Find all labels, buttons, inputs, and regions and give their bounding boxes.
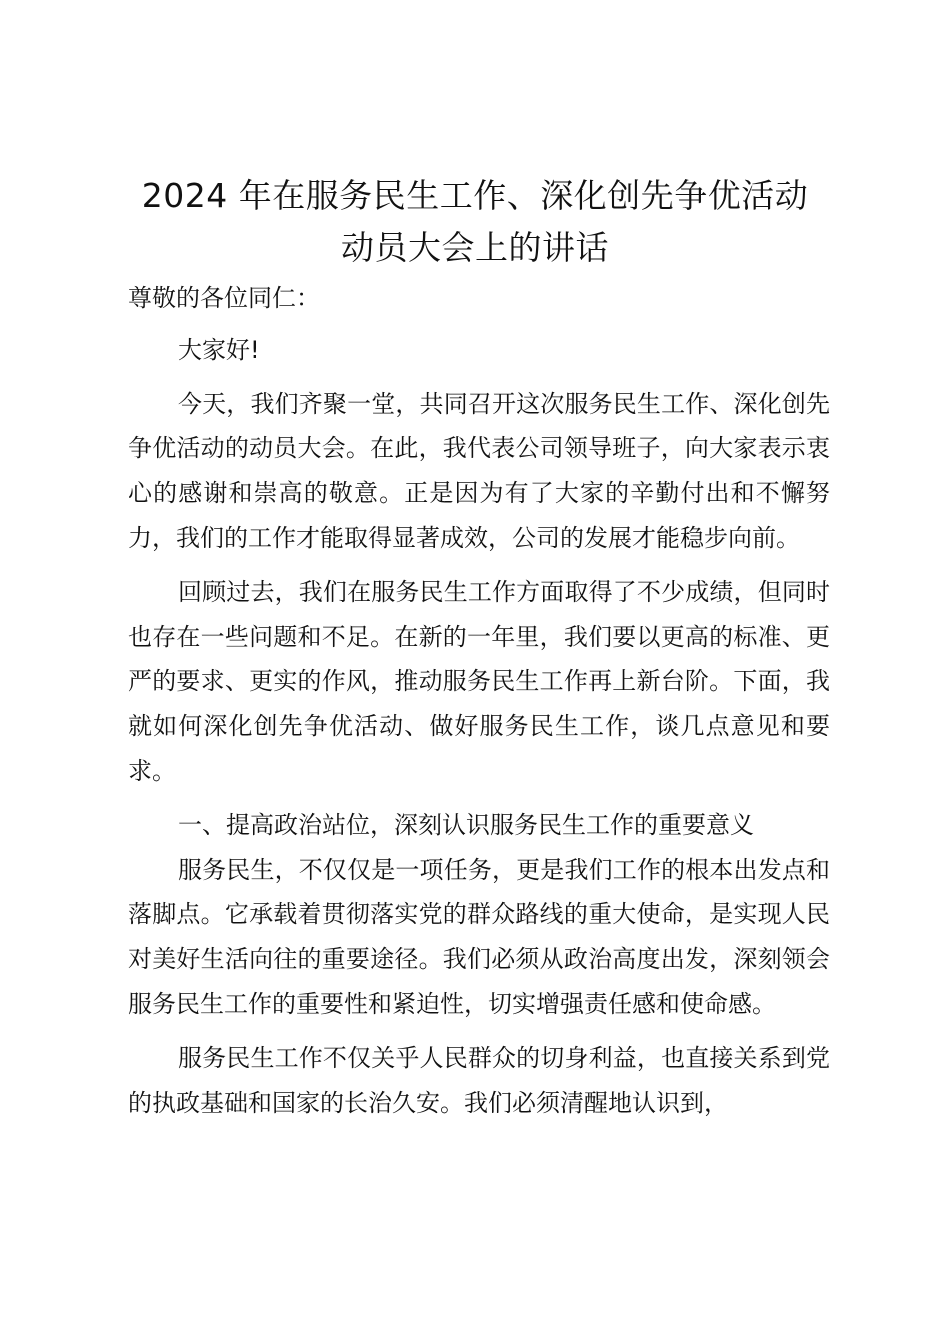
document-body — [128, 276, 830, 1125]
document-title-line-2: 动员大会上的讲话 — [341, 228, 609, 267]
paragraph-opening: 今天，我们齐聚一堂，共同召开这次服务民生工作、深化创先争优活动的动员大会。在此，我代表公司领导班子，向大家表示衷心的感谢和崇高的敬意。正是因为有了大家的辛勤付出和不懈努力，我们的工作才能取得显著成效，公司的发展才能稳步向前。 — [128, 389, 830, 552]
document-title-line-1: 2024 年在服务民生工作、深化创先争优活动 — [141, 176, 809, 215]
salutation: 尊敬的各位同仁： — [128, 284, 320, 312]
section-heading-1: 一、提高政治站位，深刻认识服务民生工作的重要意义 — [178, 810, 754, 839]
greeting: 大家好! — [178, 335, 260, 364]
paragraph-significance: 服务民生，不仅仅是一项任务，更是我们工作的根本出发点和落脚点。它承载着贯彻落实党的群众路线的重大使命，是实现人民对美好生活向往的重要途径。我们必须从政治高度出发，深刻领会服务民生工作的重要性和紧迫性，切实增强责任感和使命感。 — [128, 855, 830, 1018]
paragraph-continuation: 服务民生工作不仅关乎人民群众的切身利益，也直接关系到党的执政基础和国家的长治久安。我们必须清醒地认识到， — [128, 1043, 830, 1117]
document-title — [120, 170, 830, 274]
paragraph-review: 回顾过去，我们在服务民生工作方面取得了不少成绩，但同时也存在一些问题和不足。在新的一年里，我们要以更高的标准、更严的要求、更实的作风，推动服务民生工作再上新台阶。下面，我就如何深化创先争优活动、做好服务民生工作，谈几点意见和要求。 — [128, 577, 830, 785]
